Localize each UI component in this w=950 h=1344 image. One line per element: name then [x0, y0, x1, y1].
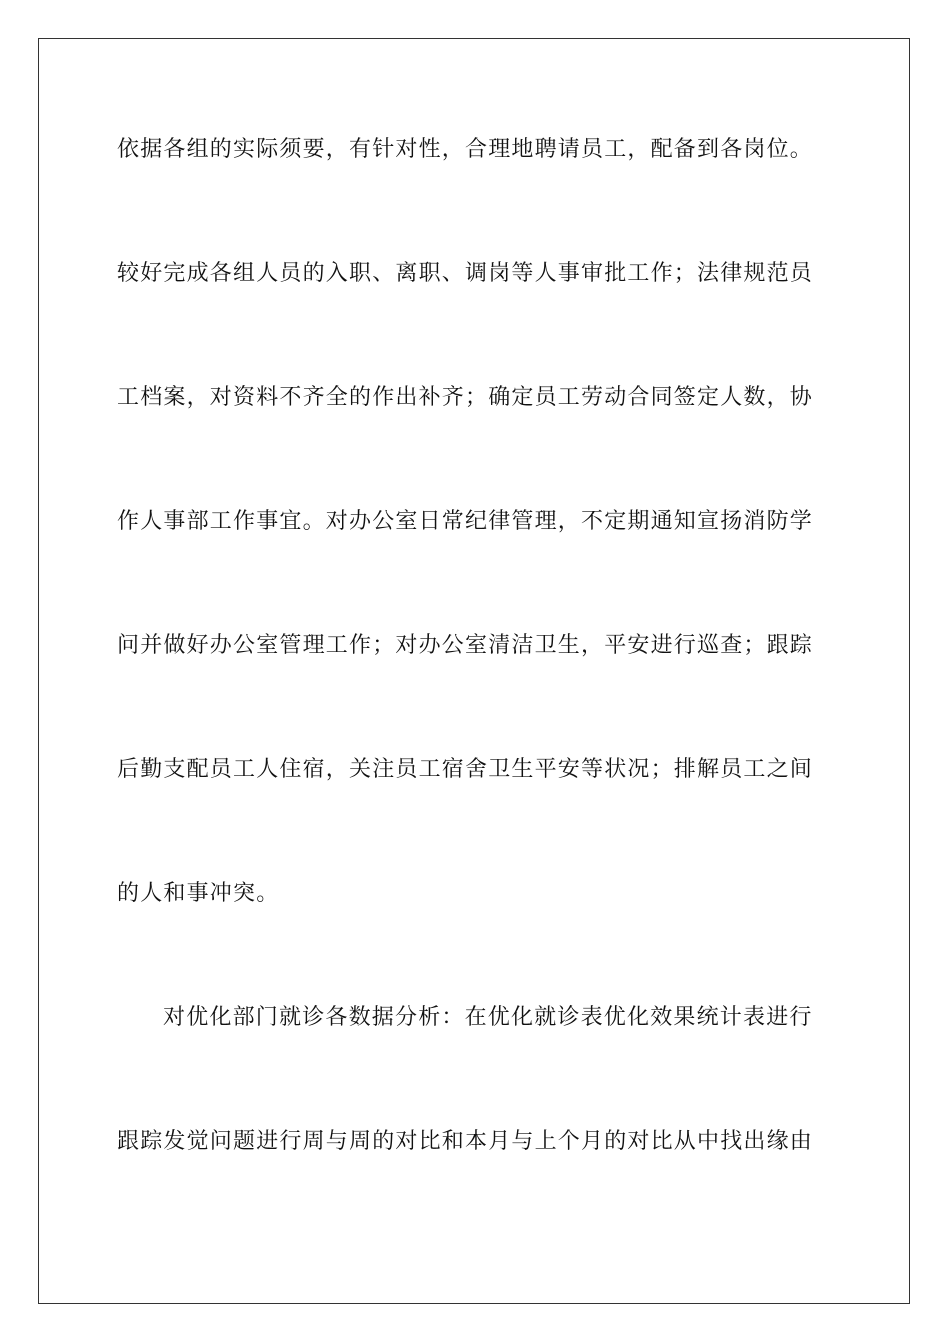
paragraph-line-2: 较好完成各组人员的入职、离职、调岗等人事审批工作；法律规范员 [117, 261, 814, 286]
paragraph-line-8: 对优化部门就诊各数据分析：在优化就诊表优化效果统计表进行 [163, 1005, 813, 1030]
paragraph-line-3: 工档案，对资料不齐全的作出补齐；确定员工劳动合同签定人数，协 [117, 385, 814, 410]
paragraph-line-1: 依据各组的实际须要，有针对性，合理地聘请员工，配备到各岗位。 [117, 137, 814, 162]
paragraph-line-5: 问并做好办公室管理工作；对办公室清洁卫生，平安进行巡查；跟踪 [117, 633, 814, 658]
page-border [38, 38, 910, 1304]
paragraph-line-7: 的人和事冲突。 [117, 881, 280, 906]
paragraph-line-9: 跟踪发觉问题进行周与周的对比和本月与上个月的对比从中找出缘由 [117, 1129, 814, 1154]
paragraph-line-4: 作人事部工作事宜。对办公室日常纪律管理，不定期通知宣扬消防学 [117, 509, 814, 534]
paragraph-line-6: 后勤支配员工人住宿，关注员工宿舍卫生平安等状况；排解员工之间 [117, 757, 814, 782]
